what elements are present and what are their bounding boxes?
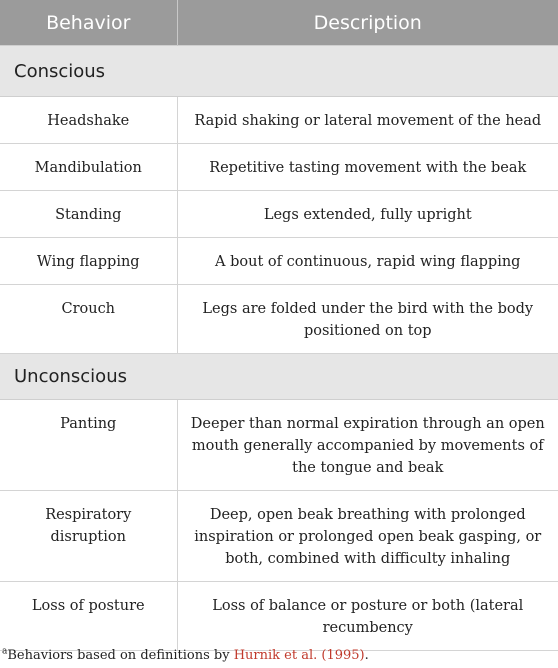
header-row <box>0 0 558 46</box>
behavior-cell: Loss of posture <box>0 582 177 651</box>
table-row <box>0 144 558 191</box>
description-cell: Deep, open beak breathing with prolonged inspiration or prolonged open beak gasping, or both, combined with difficulty inhaling <box>177 491 558 582</box>
table-row <box>0 491 558 582</box>
description-cell: Legs extended, fully upright <box>177 191 558 238</box>
table-row <box>0 400 558 491</box>
behavior-cell: Wing flapping <box>0 238 177 285</box>
description-cell: Deeper than normal expiration through an open mouth generally accompanied by movements of the tongue and beak <box>177 400 558 491</box>
section-row-conscious <box>0 46 558 97</box>
behavior-cell: Panting <box>0 400 177 491</box>
behavior-cell: Standing <box>0 191 177 238</box>
table-row <box>0 285 558 354</box>
footnote-end: . <box>364 648 369 663</box>
table-row <box>0 582 558 651</box>
section-row-unconscious <box>0 354 558 400</box>
table-footnote <box>2 648 369 663</box>
footnote-text: Behaviors based on definitions by <box>7 648 234 663</box>
section-title: Unconscious <box>0 354 558 400</box>
description-cell: Loss of balance or posture or both (lateral recumbency <box>177 582 558 651</box>
table-row <box>0 191 558 238</box>
section-title: Conscious <box>0 46 558 97</box>
description-cell: A bout of continuous, rapid wing flapping <box>177 238 558 285</box>
footnote-marker: a <box>2 646 8 657</box>
behavior-cell: Mandibulation <box>0 144 177 191</box>
header-behavior: Behavior <box>0 0 177 46</box>
behavior-cell: Respiratory disruption <box>0 491 177 582</box>
footnote-reference-link[interactable]: Hurnik et al. (1995) <box>233 648 365 663</box>
description-cell: Legs are folded under the bird with the body positioned on top <box>177 285 558 354</box>
behavior-cell: Crouch <box>0 285 177 354</box>
description-cell: Repetitive tasting movement with the beak <box>177 144 558 191</box>
table-row <box>0 238 558 285</box>
description-cell: Rapid shaking or lateral movement of the head <box>177 97 558 144</box>
header-description: Description <box>177 0 558 46</box>
table-row <box>0 97 558 144</box>
behavior-cell: Headshake <box>0 97 177 144</box>
